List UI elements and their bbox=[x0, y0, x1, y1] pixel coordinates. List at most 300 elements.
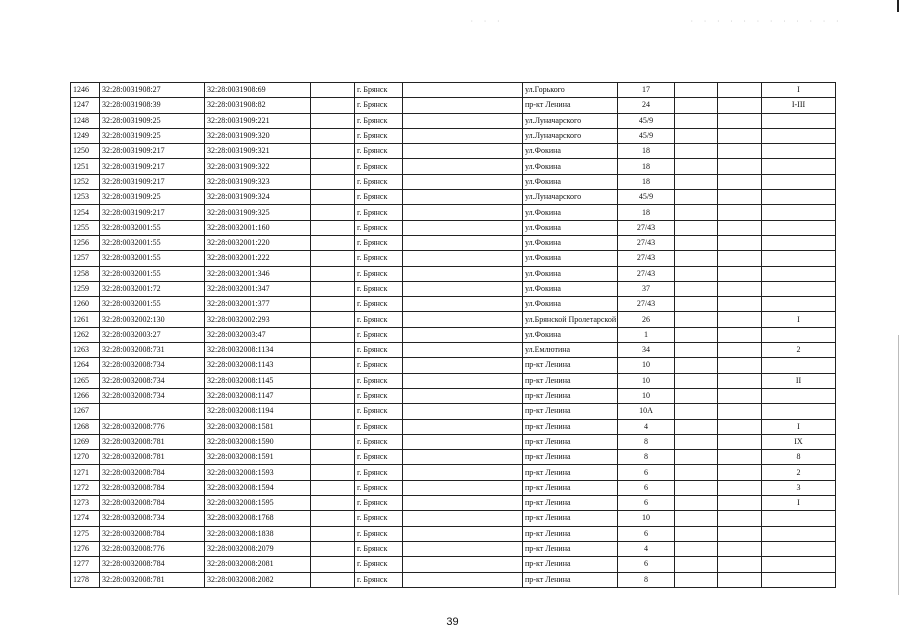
empty-cell bbox=[403, 220, 523, 235]
table-row bbox=[71, 343, 836, 358]
city-cell: г. Брянск bbox=[355, 388, 403, 403]
premises-number-cell bbox=[762, 327, 836, 342]
empty-cell bbox=[311, 266, 355, 281]
object-cadastral-cell: 32:28:0032002:293 bbox=[205, 312, 311, 327]
empty-cell bbox=[403, 572, 523, 587]
house-number-cell: 6 bbox=[618, 465, 675, 480]
empty-cell bbox=[403, 297, 523, 312]
city-cell: г. Брянск bbox=[355, 220, 403, 235]
street-cell: ул.Фокина bbox=[523, 159, 618, 174]
object-cadastral-cell: 32:28:0031909:322 bbox=[205, 159, 311, 174]
object-cadastral-cell: 32:28:0031909:323 bbox=[205, 174, 311, 189]
street-cell: пр-кт Ленина bbox=[523, 404, 618, 419]
table-row bbox=[71, 511, 836, 526]
parcel-cadastral-cell: 32:28:0032003:27 bbox=[100, 327, 205, 342]
empty-cell bbox=[718, 358, 762, 373]
scan-edge-line bbox=[898, 335, 899, 595]
city-cell: г. Брянск bbox=[355, 266, 403, 281]
premises-number-cell bbox=[762, 113, 836, 128]
object-cadastral-cell: 32:28:0032008:1594 bbox=[205, 480, 311, 495]
row-number-cell: 1266 bbox=[71, 388, 100, 403]
empty-cell bbox=[675, 83, 718, 98]
empty-cell bbox=[311, 465, 355, 480]
empty-cell bbox=[718, 496, 762, 511]
parcel-cadastral-cell: 32:28:0032002:130 bbox=[100, 312, 205, 327]
row-number-cell: 1256 bbox=[71, 235, 100, 250]
house-number-cell: 6 bbox=[618, 526, 675, 541]
street-cell: пр-кт Ленина bbox=[523, 388, 618, 403]
empty-cell bbox=[403, 113, 523, 128]
house-number-cell: 6 bbox=[618, 557, 675, 572]
city-cell: г. Брянск bbox=[355, 190, 403, 205]
empty-cell bbox=[675, 128, 718, 143]
object-cadastral-cell: 32:28:0031908:82 bbox=[205, 98, 311, 113]
empty-cell bbox=[403, 434, 523, 449]
city-cell: г. Брянск bbox=[355, 465, 403, 480]
city-cell: г. Брянск bbox=[355, 373, 403, 388]
parcel-cadastral-cell: 32:28:0032008:776 bbox=[100, 541, 205, 556]
table-row bbox=[71, 388, 836, 403]
empty-cell bbox=[403, 159, 523, 174]
empty-cell bbox=[718, 190, 762, 205]
empty-cell bbox=[403, 312, 523, 327]
empty-cell bbox=[718, 251, 762, 266]
empty-cell bbox=[403, 450, 523, 465]
scan-noise: · · · · · · · · · · · · bbox=[690, 18, 843, 25]
house-number-cell: 6 bbox=[618, 496, 675, 511]
empty-cell bbox=[675, 419, 718, 434]
object-cadastral-cell: 32:28:0032008:1145 bbox=[205, 373, 311, 388]
empty-cell bbox=[675, 281, 718, 296]
house-number-cell: 26 bbox=[618, 312, 675, 327]
empty-cell bbox=[718, 419, 762, 434]
row-number-cell: 1249 bbox=[71, 128, 100, 143]
premises-number-cell bbox=[762, 266, 836, 281]
page-number: 39 bbox=[446, 616, 459, 628]
parcel-cadastral-cell: 32:28:0032001:55 bbox=[100, 220, 205, 235]
house-number-cell: 10 bbox=[618, 388, 675, 403]
empty-cell bbox=[311, 190, 355, 205]
street-cell: ул.Луначарского bbox=[523, 113, 618, 128]
street-cell: пр-кт Ленина bbox=[523, 98, 618, 113]
premises-number-cell bbox=[762, 235, 836, 250]
row-number-cell: 1250 bbox=[71, 144, 100, 159]
empty-cell bbox=[311, 526, 355, 541]
premises-number-cell: II bbox=[762, 373, 836, 388]
empty-cell bbox=[718, 434, 762, 449]
object-cadastral-cell: 32:28:0032008:1134 bbox=[205, 343, 311, 358]
empty-cell bbox=[675, 297, 718, 312]
object-cadastral-cell: 32:28:0032001:346 bbox=[205, 266, 311, 281]
empty-cell bbox=[675, 373, 718, 388]
empty-cell bbox=[311, 205, 355, 220]
premises-number-cell bbox=[762, 174, 836, 189]
empty-cell bbox=[403, 190, 523, 205]
object-cadastral-cell: 32:28:0031909:221 bbox=[205, 113, 311, 128]
house-number-cell: 24 bbox=[618, 98, 675, 113]
empty-cell bbox=[718, 297, 762, 312]
street-cell: ул.Луначарского bbox=[523, 128, 618, 143]
table-row bbox=[71, 557, 836, 572]
empty-cell bbox=[718, 480, 762, 495]
empty-cell bbox=[675, 541, 718, 556]
city-cell: г. Брянск bbox=[355, 404, 403, 419]
empty-cell bbox=[403, 373, 523, 388]
table-row bbox=[71, 419, 836, 434]
object-cadastral-cell: 32:28:0032008:2081 bbox=[205, 557, 311, 572]
scan-noise: · · · bbox=[470, 18, 504, 25]
object-cadastral-cell: 32:28:0032008:1581 bbox=[205, 419, 311, 434]
parcel-cadastral-cell: 32:28:0032008:781 bbox=[100, 434, 205, 449]
empty-cell bbox=[311, 358, 355, 373]
city-cell: г. Брянск bbox=[355, 205, 403, 220]
row-number-cell: 1252 bbox=[71, 174, 100, 189]
object-cadastral-cell: 32:28:0032003:47 bbox=[205, 327, 311, 342]
street-cell: ул.Фокина bbox=[523, 220, 618, 235]
empty-cell bbox=[718, 327, 762, 342]
street-cell: пр-кт Ленина bbox=[523, 450, 618, 465]
empty-cell bbox=[675, 480, 718, 495]
row-number-cell: 1246 bbox=[71, 83, 100, 98]
city-cell: г. Брянск bbox=[355, 419, 403, 434]
object-cadastral-cell: 32:28:0031909:320 bbox=[205, 128, 311, 143]
empty-cell bbox=[311, 541, 355, 556]
empty-cell bbox=[403, 83, 523, 98]
empty-cell bbox=[311, 281, 355, 296]
street-cell: пр-кт Ленина bbox=[523, 541, 618, 556]
house-number-cell: 45/9 bbox=[618, 190, 675, 205]
empty-cell bbox=[718, 572, 762, 587]
row-number-cell: 1258 bbox=[71, 266, 100, 281]
table-row bbox=[71, 358, 836, 373]
street-cell: ул.Фокина bbox=[523, 174, 618, 189]
empty-cell bbox=[675, 388, 718, 403]
empty-cell bbox=[718, 235, 762, 250]
table-row bbox=[71, 526, 836, 541]
row-number-cell: 1254 bbox=[71, 205, 100, 220]
parcel-cadastral-cell: 32:28:0032008:781 bbox=[100, 572, 205, 587]
empty-cell bbox=[718, 557, 762, 572]
empty-cell bbox=[311, 434, 355, 449]
parcel-cadastral-cell: 32:28:0032008:734 bbox=[100, 358, 205, 373]
empty-cell bbox=[675, 450, 718, 465]
parcel-cadastral-cell: 32:28:0031909:217 bbox=[100, 174, 205, 189]
row-number-cell: 1278 bbox=[71, 572, 100, 587]
row-number-cell: 1270 bbox=[71, 450, 100, 465]
empty-cell bbox=[403, 327, 523, 342]
parcel-cadastral-cell: 32:28:0032008:784 bbox=[100, 557, 205, 572]
street-cell: ул.Емлютина bbox=[523, 343, 618, 358]
empty-cell bbox=[675, 511, 718, 526]
empty-cell bbox=[403, 404, 523, 419]
street-cell: ул.Фокина bbox=[523, 297, 618, 312]
object-cadastral-cell: 32:28:0032008:1147 bbox=[205, 388, 311, 403]
street-cell: ул.Фокина bbox=[523, 251, 618, 266]
empty-cell bbox=[403, 388, 523, 403]
empty-cell bbox=[311, 83, 355, 98]
house-number-cell: 10 bbox=[618, 511, 675, 526]
empty-cell bbox=[675, 312, 718, 327]
premises-number-cell: I bbox=[762, 83, 836, 98]
premises-number-cell bbox=[762, 526, 836, 541]
street-cell: ул.Брянской Пролетарской bbox=[523, 312, 618, 327]
street-cell: пр-кт Ленина bbox=[523, 480, 618, 495]
empty-cell bbox=[675, 251, 718, 266]
empty-cell bbox=[718, 281, 762, 296]
empty-cell bbox=[718, 312, 762, 327]
city-cell: г. Брянск bbox=[355, 557, 403, 572]
premises-number-cell: 2 bbox=[762, 343, 836, 358]
object-cadastral-cell: 32:28:0032008:1143 bbox=[205, 358, 311, 373]
table-row bbox=[71, 128, 836, 143]
premises-number-cell bbox=[762, 404, 836, 419]
empty-cell bbox=[718, 205, 762, 220]
premises-number-cell bbox=[762, 128, 836, 143]
empty-cell bbox=[675, 557, 718, 572]
city-cell: г. Брянск bbox=[355, 83, 403, 98]
parcel-cadastral-cell: 32:28:0032008:784 bbox=[100, 480, 205, 495]
city-cell: г. Брянск bbox=[355, 450, 403, 465]
table-row bbox=[71, 144, 836, 159]
table-row bbox=[71, 373, 836, 388]
empty-cell bbox=[675, 159, 718, 174]
house-number-cell: 10А bbox=[618, 404, 675, 419]
parcel-cadastral-cell: 32:28:0032008:734 bbox=[100, 373, 205, 388]
house-number-cell: 18 bbox=[618, 174, 675, 189]
object-cadastral-cell: 32:28:0032008:1595 bbox=[205, 496, 311, 511]
street-cell: пр-кт Ленина bbox=[523, 526, 618, 541]
table-row bbox=[71, 220, 836, 235]
city-cell: г. Брянск bbox=[355, 144, 403, 159]
premises-number-cell bbox=[762, 297, 836, 312]
parcel-cadastral-cell: 32:28:0032001:55 bbox=[100, 297, 205, 312]
house-number-cell: 27/43 bbox=[618, 220, 675, 235]
empty-cell bbox=[311, 572, 355, 587]
empty-cell bbox=[675, 98, 718, 113]
table-row bbox=[71, 496, 836, 511]
table-row bbox=[71, 159, 836, 174]
empty-cell bbox=[311, 220, 355, 235]
street-cell: пр-кт Ленина bbox=[523, 465, 618, 480]
premises-number-cell bbox=[762, 358, 836, 373]
empty-cell bbox=[718, 266, 762, 281]
row-number-cell: 1267 bbox=[71, 404, 100, 419]
object-cadastral-cell: 32:28:0032001:220 bbox=[205, 235, 311, 250]
empty-cell bbox=[403, 205, 523, 220]
city-cell: г. Брянск bbox=[355, 235, 403, 250]
empty-cell bbox=[718, 404, 762, 419]
row-number-cell: 1248 bbox=[71, 113, 100, 128]
table-row bbox=[71, 297, 836, 312]
empty-cell bbox=[718, 159, 762, 174]
empty-cell bbox=[675, 496, 718, 511]
table-row bbox=[71, 83, 836, 98]
parcel-cadastral-cell: 32:28:0031908:39 bbox=[100, 98, 205, 113]
city-cell: г. Брянск bbox=[355, 526, 403, 541]
house-number-cell: 17 bbox=[618, 83, 675, 98]
parcel-cadastral-cell: 32:28:0032001:55 bbox=[100, 266, 205, 281]
empty-cell bbox=[311, 419, 355, 434]
premises-number-cell bbox=[762, 541, 836, 556]
object-cadastral-cell: 32:28:0032001:347 bbox=[205, 281, 311, 296]
house-number-cell: 10 bbox=[618, 358, 675, 373]
city-cell: г. Брянск bbox=[355, 358, 403, 373]
empty-cell bbox=[718, 83, 762, 98]
premises-number-cell: 2 bbox=[762, 465, 836, 480]
premises-number-cell: 8 bbox=[762, 450, 836, 465]
city-cell: г. Брянск bbox=[355, 480, 403, 495]
house-number-cell: 10 bbox=[618, 373, 675, 388]
empty-cell bbox=[311, 450, 355, 465]
parcel-cadastral-cell: 32:28:0032001:55 bbox=[100, 251, 205, 266]
table-row bbox=[71, 404, 836, 419]
premises-number-cell bbox=[762, 220, 836, 235]
table-row bbox=[71, 190, 836, 205]
premises-number-cell: 3 bbox=[762, 480, 836, 495]
premises-number-cell: I-III bbox=[762, 98, 836, 113]
row-number-cell: 1251 bbox=[71, 159, 100, 174]
city-cell: г. Брянск bbox=[355, 327, 403, 342]
empty-cell bbox=[311, 511, 355, 526]
empty-cell bbox=[675, 327, 718, 342]
row-number-cell: 1255 bbox=[71, 220, 100, 235]
registry-table bbox=[70, 82, 836, 588]
premises-number-cell bbox=[762, 159, 836, 174]
street-cell: ул.Луначарского bbox=[523, 190, 618, 205]
object-cadastral-cell: 32:28:0032008:1591 bbox=[205, 450, 311, 465]
object-cadastral-cell: 32:28:0032008:1768 bbox=[205, 511, 311, 526]
empty-cell bbox=[718, 465, 762, 480]
street-cell: ул.Горького bbox=[523, 83, 618, 98]
empty-cell bbox=[675, 404, 718, 419]
empty-cell bbox=[675, 113, 718, 128]
premises-number-cell bbox=[762, 511, 836, 526]
empty-cell bbox=[311, 174, 355, 189]
parcel-cadastral-cell: 32:28:0031909:25 bbox=[100, 128, 205, 143]
object-cadastral-cell: 32:28:0032001:377 bbox=[205, 297, 311, 312]
empty-cell bbox=[718, 128, 762, 143]
parcel-cadastral-cell: 32:28:0031909:217 bbox=[100, 205, 205, 220]
table-row bbox=[71, 434, 836, 449]
street-cell: пр-кт Ленина bbox=[523, 434, 618, 449]
premises-number-cell bbox=[762, 190, 836, 205]
empty-cell bbox=[311, 159, 355, 174]
parcel-cadastral-cell: 32:28:0032008:734 bbox=[100, 388, 205, 403]
street-cell: пр-кт Ленина bbox=[523, 572, 618, 587]
parcel-cadastral-cell: 32:28:0032008:781 bbox=[100, 450, 205, 465]
city-cell: г. Брянск bbox=[355, 159, 403, 174]
empty-cell bbox=[311, 404, 355, 419]
house-number-cell: 18 bbox=[618, 159, 675, 174]
parcel-cadastral-cell: 32:28:0031909:25 bbox=[100, 190, 205, 205]
empty-cell bbox=[675, 174, 718, 189]
empty-cell bbox=[311, 251, 355, 266]
row-number-cell: 1269 bbox=[71, 434, 100, 449]
house-number-cell: 34 bbox=[618, 343, 675, 358]
empty-cell bbox=[403, 266, 523, 281]
parcel-cadastral-cell: 32:28:0032001:55 bbox=[100, 235, 205, 250]
empty-cell bbox=[403, 511, 523, 526]
table-row bbox=[71, 235, 836, 250]
empty-cell bbox=[311, 98, 355, 113]
empty-cell bbox=[718, 526, 762, 541]
city-cell: г. Брянск bbox=[355, 434, 403, 449]
row-number-cell: 1264 bbox=[71, 358, 100, 373]
object-cadastral-cell: 32:28:0032001:222 bbox=[205, 251, 311, 266]
parcel-cadastral-cell: 32:28:0032001:72 bbox=[100, 281, 205, 296]
table-row bbox=[71, 480, 836, 495]
object-cadastral-cell: 32:28:0031909:321 bbox=[205, 144, 311, 159]
premises-number-cell bbox=[762, 251, 836, 266]
table-row bbox=[71, 541, 836, 556]
table-row bbox=[71, 174, 836, 189]
street-cell: ул.Фокина bbox=[523, 144, 618, 159]
house-number-cell: 27/43 bbox=[618, 251, 675, 266]
empty-cell bbox=[675, 190, 718, 205]
empty-cell bbox=[311, 297, 355, 312]
house-number-cell: 4 bbox=[618, 541, 675, 556]
empty-cell bbox=[403, 465, 523, 480]
city-cell: г. Брянск bbox=[355, 297, 403, 312]
house-number-cell: 8 bbox=[618, 450, 675, 465]
parcel-cadastral-cell: 32:28:0031909:217 bbox=[100, 144, 205, 159]
premises-number-cell: I bbox=[762, 312, 836, 327]
empty-cell bbox=[718, 220, 762, 235]
row-number-cell: 1262 bbox=[71, 327, 100, 342]
empty-cell bbox=[718, 343, 762, 358]
object-cadastral-cell: 32:28:0031909:325 bbox=[205, 205, 311, 220]
house-number-cell: 18 bbox=[618, 205, 675, 220]
row-number-cell: 1271 bbox=[71, 465, 100, 480]
city-cell: г. Брянск bbox=[355, 174, 403, 189]
empty-cell bbox=[718, 373, 762, 388]
object-cadastral-cell: 32:28:0032008:1194 bbox=[205, 404, 311, 419]
empty-cell bbox=[675, 205, 718, 220]
table-row bbox=[71, 327, 836, 342]
empty-cell bbox=[403, 281, 523, 296]
empty-cell bbox=[718, 511, 762, 526]
empty-cell bbox=[403, 480, 523, 495]
parcel-cadastral-cell: 32:28:0031908:27 bbox=[100, 83, 205, 98]
object-cadastral-cell: 32:28:0032008:2079 bbox=[205, 541, 311, 556]
row-number-cell: 1260 bbox=[71, 297, 100, 312]
row-number-cell: 1268 bbox=[71, 419, 100, 434]
house-number-cell: 45/9 bbox=[618, 128, 675, 143]
table-row bbox=[71, 113, 836, 128]
empty-cell bbox=[403, 235, 523, 250]
premises-number-cell bbox=[762, 281, 836, 296]
city-cell: г. Брянск bbox=[355, 312, 403, 327]
row-number-cell: 1263 bbox=[71, 343, 100, 358]
row-number-cell: 1265 bbox=[71, 373, 100, 388]
premises-number-cell bbox=[762, 205, 836, 220]
row-number-cell: 1261 bbox=[71, 312, 100, 327]
empty-cell bbox=[403, 251, 523, 266]
empty-cell bbox=[675, 526, 718, 541]
house-number-cell: 8 bbox=[618, 572, 675, 587]
object-cadastral-cell: 32:28:0031908:69 bbox=[205, 83, 311, 98]
city-cell: г. Брянск bbox=[355, 113, 403, 128]
parcel-cadastral-cell: 32:28:0032008:784 bbox=[100, 465, 205, 480]
premises-number-cell bbox=[762, 572, 836, 587]
empty-cell bbox=[718, 144, 762, 159]
street-cell: ул.Фокина bbox=[523, 281, 618, 296]
street-cell: ул.Фокина bbox=[523, 205, 618, 220]
premises-number-cell: IX bbox=[762, 434, 836, 449]
street-cell: пр-кт Ленина bbox=[523, 358, 618, 373]
scan-edge-mark bbox=[897, 0, 899, 12]
object-cadastral-cell: 32:28:0032008:1593 bbox=[205, 465, 311, 480]
